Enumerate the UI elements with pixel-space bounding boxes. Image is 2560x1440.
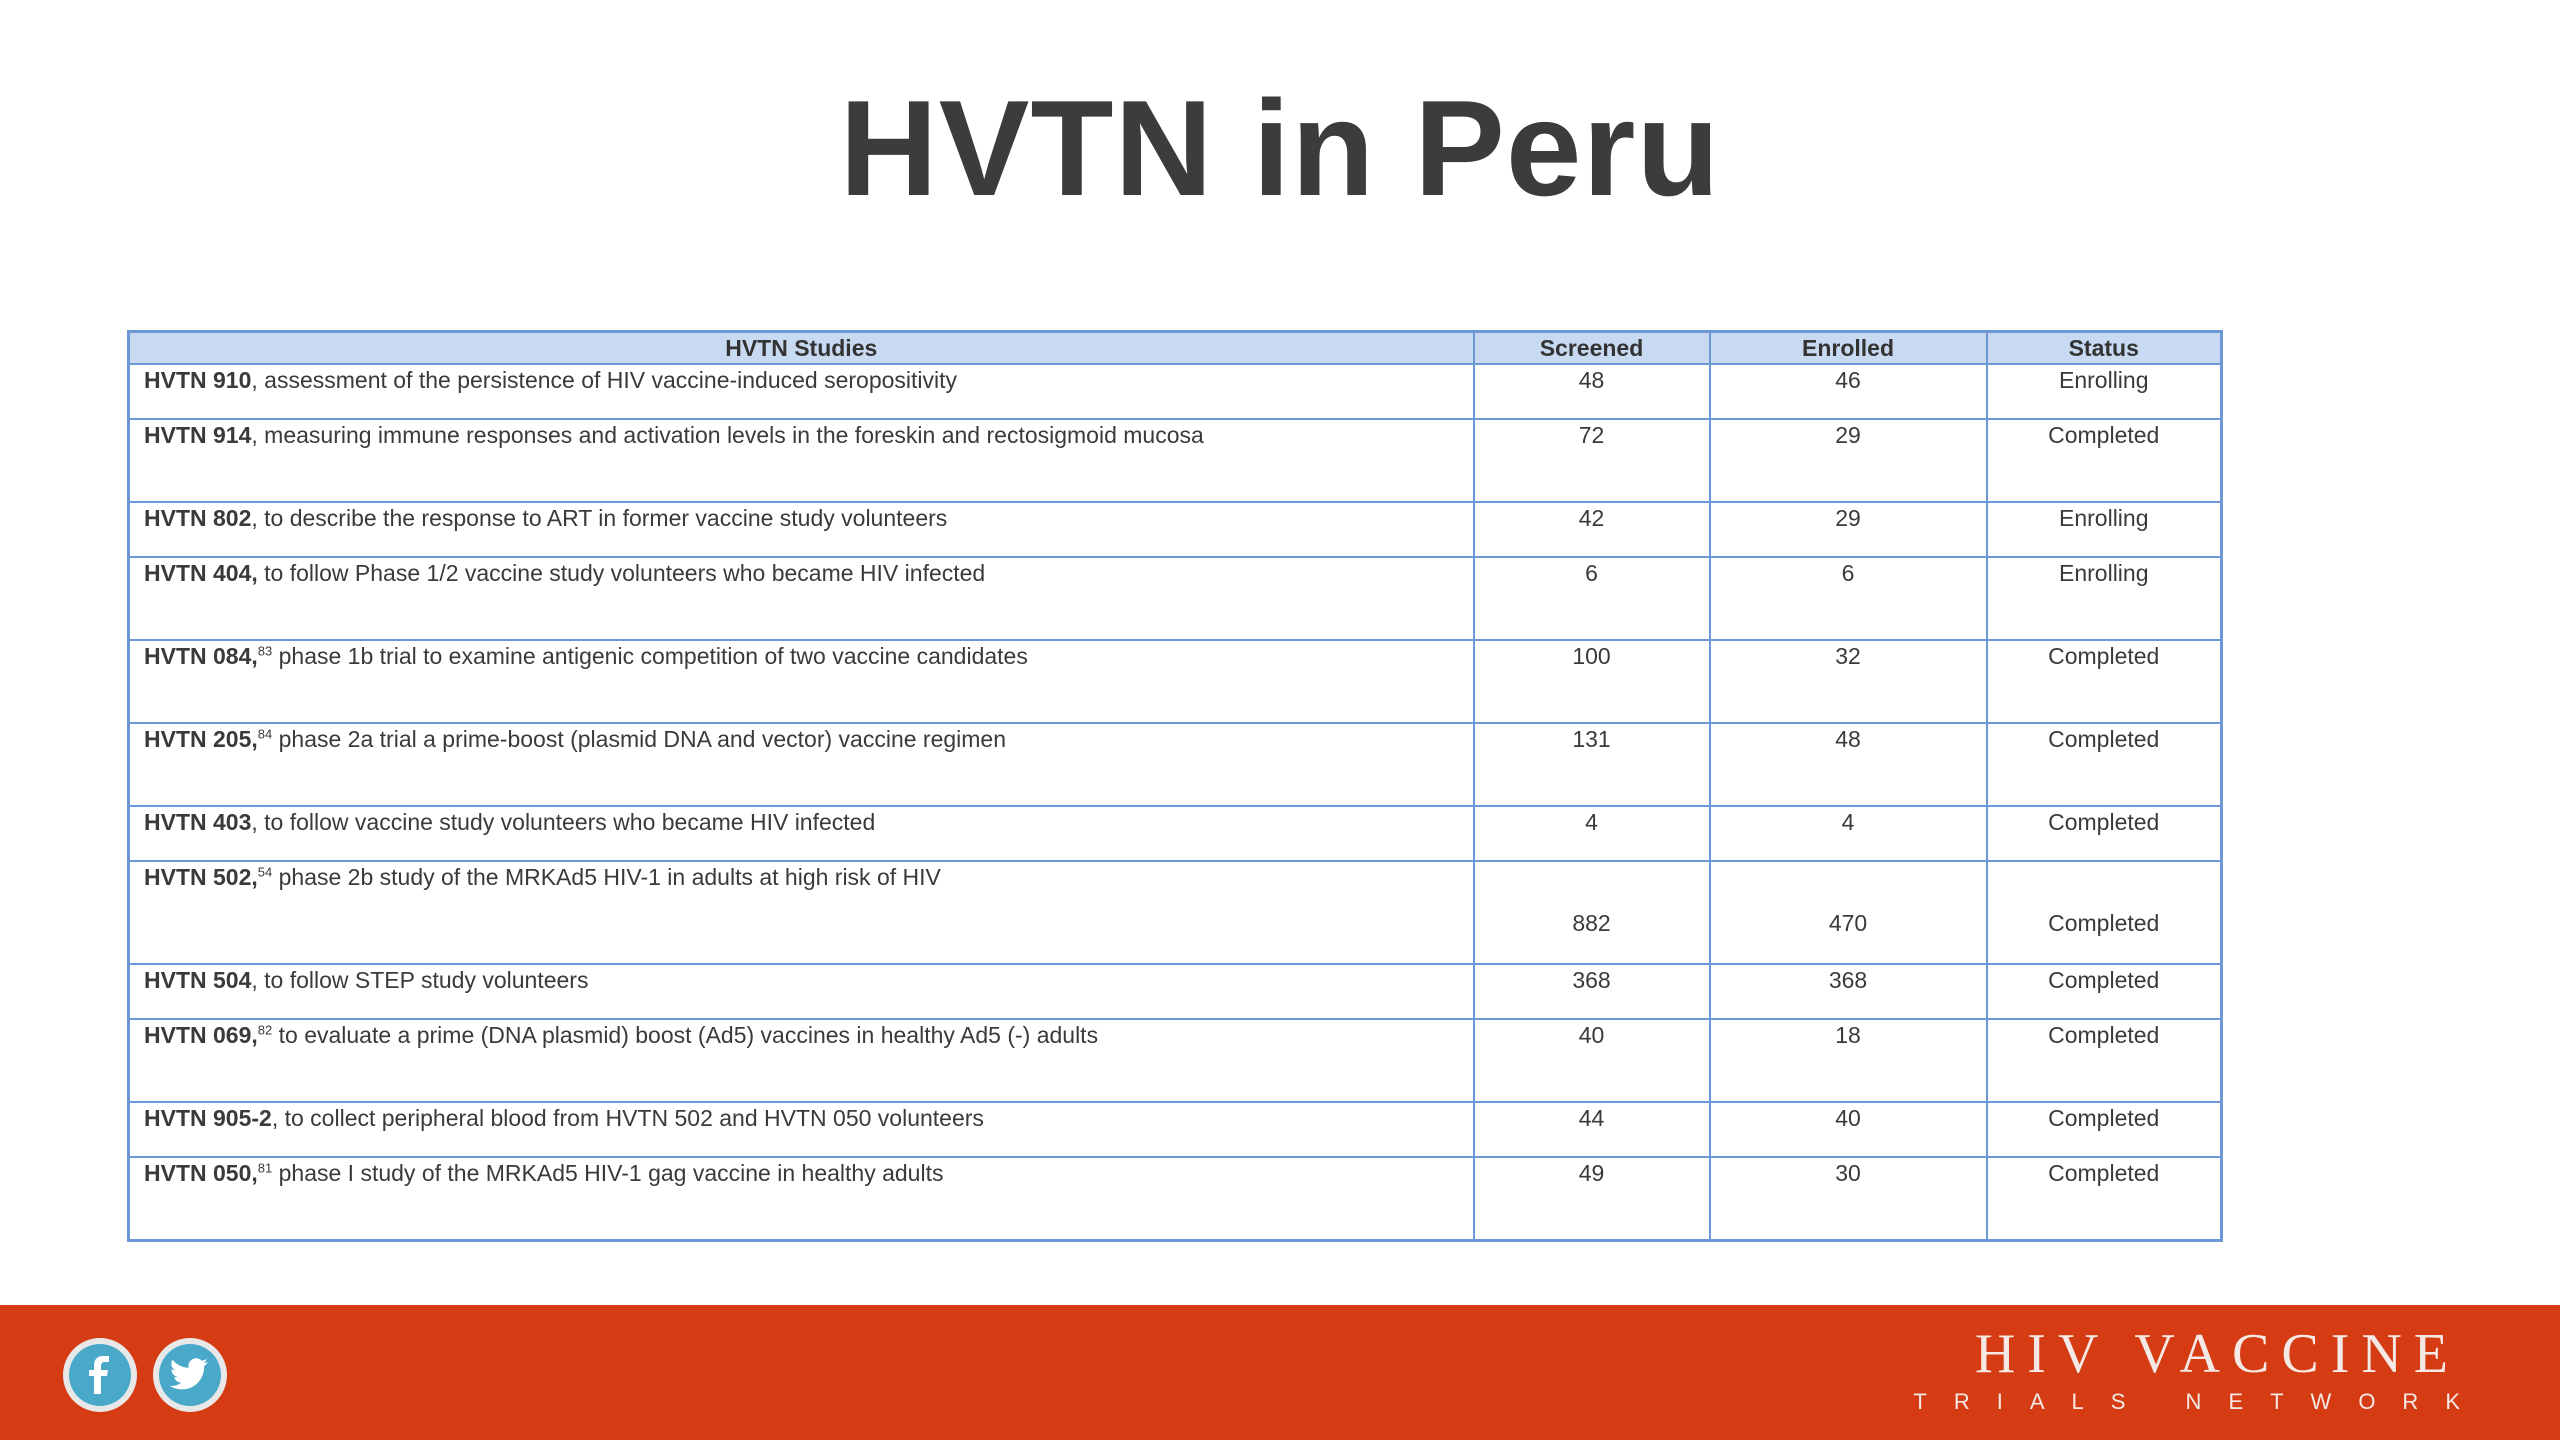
screened-cell: 6 <box>1474 557 1710 640</box>
study-separator: , <box>251 367 258 393</box>
study-description: to follow vaccine study volunteers who became HIV infected <box>257 809 876 835</box>
facebook-button[interactable] <box>63 1338 137 1412</box>
enrolled-cell: 6 <box>1710 557 1987 640</box>
enrolled-cell: 4 <box>1710 806 1987 861</box>
header-screened: Screened <box>1474 332 1710 365</box>
enrolled-cell: 32 <box>1710 640 1987 723</box>
status-cell: Enrolling <box>1987 502 2222 557</box>
study-cell <box>129 964 1474 1019</box>
study-cell <box>129 640 1474 723</box>
screened-cell: 42 <box>1474 502 1710 557</box>
table-row <box>129 723 2222 806</box>
enrolled-cell: 46 <box>1710 364 1987 419</box>
screened-cell: 49 <box>1474 1157 1710 1241</box>
brand-main-text: HIV VACCINE <box>1974 1323 2460 1385</box>
status-cell: Enrolling <box>1987 364 2222 419</box>
study-cell <box>129 806 1474 861</box>
study-cell <box>129 419 1474 502</box>
study-description: to evaluate a prime (DNA plasmid) boost (Ad5) vaccines in healthy Ad5 (-) adults <box>272 1022 1099 1048</box>
study-reference: 84 <box>257 726 273 742</box>
status-cell: Completed <box>1987 1019 2222 1102</box>
enrolled-cell: 18 <box>1710 1019 1987 1102</box>
study-description: measuring immune responses and activation levels in the foreskin and rectosigmoid mucosa <box>257 422 1204 448</box>
table-row <box>129 1102 2222 1157</box>
enrolled-cell: 30 <box>1710 1157 1987 1241</box>
screened-cell: 72 <box>1474 419 1710 502</box>
screened-cell: 48 <box>1474 364 1710 419</box>
study-id: HVTN 403 <box>144 809 252 835</box>
study-description: phase 1b trial to examine antigenic competition of two vaccine candidates <box>272 643 1028 669</box>
header-studies: HVTN Studies <box>129 332 1474 365</box>
slide-title: HVTN in Peru <box>839 72 1721 224</box>
study-reference: 54 <box>257 864 273 880</box>
study-description: to follow STEP study volunteers <box>257 967 589 993</box>
study-cell <box>129 1157 1474 1241</box>
study-separator: , <box>251 505 258 531</box>
study-cell <box>129 502 1474 557</box>
footer-bar <box>0 1305 2560 1440</box>
study-reference: 81 <box>257 1160 273 1176</box>
table-row <box>129 1157 2222 1241</box>
study-description: phase 2b study of the MRKAd5 HIV-1 in adults at high risk of HIV <box>272 864 941 890</box>
status-cell: Completed <box>1987 1157 2222 1241</box>
screened-cell: 882 <box>1474 861 1710 964</box>
study-separator: , <box>251 422 258 448</box>
table-row <box>129 806 2222 861</box>
status-cell: Completed <box>1987 861 2222 964</box>
header-status: Status <box>1987 332 2222 365</box>
study-separator: , <box>251 967 258 993</box>
study-id: HVTN 205, <box>144 726 258 752</box>
twitter-button[interactable] <box>153 1338 227 1412</box>
enrolled-cell: 29 <box>1710 419 1987 502</box>
screened-cell: 4 <box>1474 806 1710 861</box>
study-id: HVTN 069, <box>144 1022 258 1048</box>
status-cell: Completed <box>1987 419 2222 502</box>
enrolled-cell: 48 <box>1710 723 1987 806</box>
table-header-row <box>129 332 2222 365</box>
screened-cell: 100 <box>1474 640 1710 723</box>
study-reference: 83 <box>257 643 273 659</box>
table-row <box>129 861 2222 964</box>
brand-sub-text: TRIALS NETWORK <box>1913 1389 2487 1414</box>
study-cell <box>129 1019 1474 1102</box>
hvtn-logo <box>1913 1323 2487 1419</box>
study-description: to follow Phase 1/2 vaccine study volunteers who became HIV infected <box>257 560 986 586</box>
table-row <box>129 364 2222 419</box>
study-separator: , <box>271 1105 279 1131</box>
enrolled-cell: 470 <box>1710 861 1987 964</box>
study-cell <box>129 364 1474 419</box>
table-row <box>129 640 2222 723</box>
facebook-icon <box>69 1344 131 1406</box>
study-cell <box>129 1102 1474 1157</box>
twitter-icon <box>159 1344 221 1406</box>
study-description: to collect peripheral blood from HVTN 502 and HVTN 050 volunteers <box>278 1105 984 1131</box>
study-id: HVTN 914 <box>144 422 252 448</box>
status-cell: Completed <box>1987 964 2222 1019</box>
header-enrolled: Enrolled <box>1710 332 1987 365</box>
study-description: assessment of the persistence of HIV vaccine-induced seropositivity <box>257 367 958 393</box>
status-cell: Completed <box>1987 723 2222 806</box>
study-cell <box>129 723 1474 806</box>
study-id: HVTN 084, <box>144 643 258 669</box>
study-id: HVTN 050, <box>144 1160 258 1186</box>
study-id: HVTN 802 <box>144 505 252 531</box>
screened-cell: 40 <box>1474 1019 1710 1102</box>
enrolled-cell: 40 <box>1710 1102 1987 1157</box>
study-id: HVTN 504 <box>144 967 252 993</box>
table-row <box>129 502 2222 557</box>
status-cell: Completed <box>1987 640 2222 723</box>
study-id: HVTN 404, <box>144 560 258 586</box>
screened-cell: 44 <box>1474 1102 1710 1157</box>
study-separator: , <box>251 809 258 835</box>
study-description: phase I study of the MRKAd5 HIV-1 gag vaccine in healthy adults <box>272 1160 944 1186</box>
enrolled-cell: 368 <box>1710 964 1987 1019</box>
table-row <box>129 557 2222 640</box>
study-cell <box>129 557 1474 640</box>
studies-table <box>127 330 2223 1242</box>
study-reference: 82 <box>257 1022 273 1038</box>
status-cell: Completed <box>1987 1102 2222 1157</box>
status-cell: Enrolling <box>1987 557 2222 640</box>
screened-cell: 131 <box>1474 723 1710 806</box>
table-row <box>129 1019 2222 1102</box>
table-row <box>129 419 2222 502</box>
status-cell: Completed <box>1987 806 2222 861</box>
study-description: to describe the response to ART in former vaccine study volunteers <box>257 505 948 531</box>
study-id: HVTN 502, <box>144 864 258 890</box>
study-id: HVTN 910 <box>144 367 252 393</box>
study-cell <box>129 861 1474 964</box>
study-id: HVTN 905-2 <box>144 1105 272 1131</box>
table-row <box>129 964 2222 1019</box>
screened-cell: 368 <box>1474 964 1710 1019</box>
study-description: phase 2a trial a prime-boost (plasmid DNA and vector) vaccine regimen <box>272 726 1007 752</box>
enrolled-cell: 29 <box>1710 502 1987 557</box>
